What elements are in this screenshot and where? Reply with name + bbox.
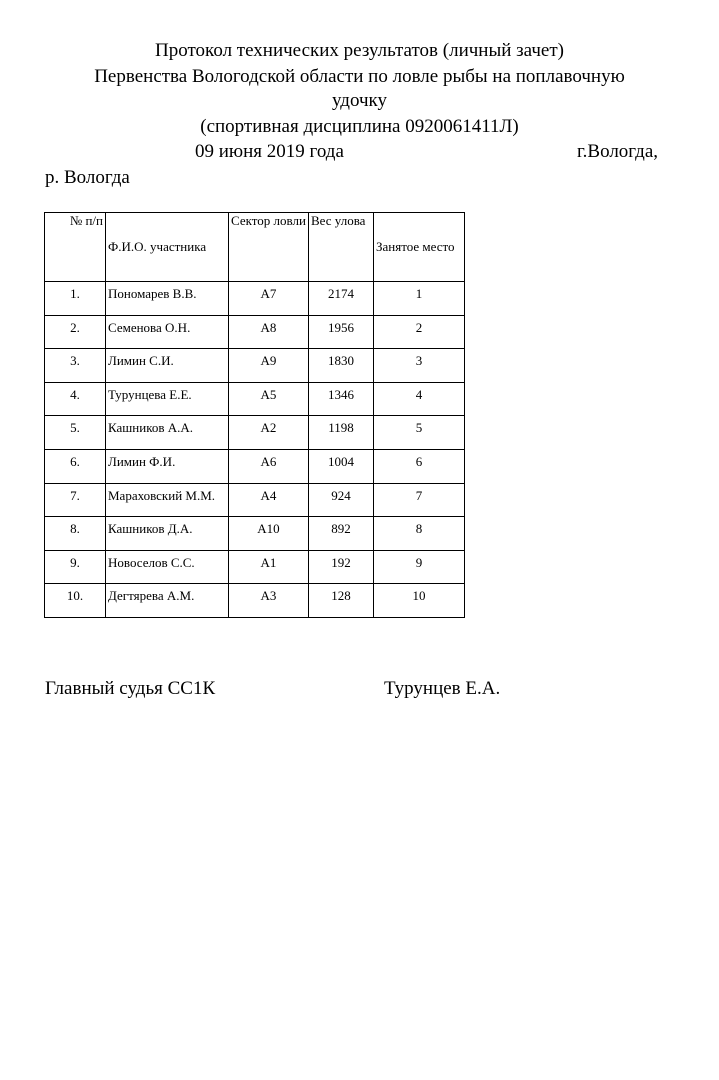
cell-weight: 1830 (309, 349, 374, 383)
cell-name: Кашников А.А. (106, 416, 229, 450)
cell-place: 9 (374, 550, 465, 584)
document-title-line-3: удочку (332, 90, 387, 111)
table-row (45, 449, 465, 483)
cell-sector: А8 (229, 315, 309, 349)
document-title-line-1: Протокол технических результатов (личный зачет) (155, 40, 564, 61)
cell-place: 4 (374, 382, 465, 416)
table-row (45, 382, 465, 416)
cell-place: 6 (374, 449, 465, 483)
cell-weight: 128 (309, 584, 374, 618)
cell-num: 1. (45, 282, 106, 316)
table-row (45, 483, 465, 517)
cell-place: 2 (374, 315, 465, 349)
cell-sector: А3 (229, 584, 309, 618)
cell-num: 5. (45, 416, 106, 450)
cell-weight: 2174 (309, 282, 374, 316)
cell-weight: 1198 (309, 416, 374, 450)
event-river: р. Вологда (45, 167, 130, 188)
cell-sector: А10 (229, 517, 309, 551)
cell-num: 6. (45, 449, 106, 483)
column-header-sector: Сектор ловли (229, 213, 309, 282)
column-header-num: № п/п (45, 213, 106, 282)
cell-place: 1 (374, 282, 465, 316)
table-row (45, 282, 465, 316)
results-table (44, 212, 465, 618)
cell-place: 10 (374, 584, 465, 618)
cell-place: 7 (374, 483, 465, 517)
column-header-name: Ф.И.О. участника (106, 213, 229, 282)
chief-judge-name: Турунцев Е.А. (384, 678, 501, 699)
table-row (45, 517, 465, 551)
cell-sector: А1 (229, 550, 309, 584)
table-row (45, 416, 465, 450)
event-city: г.Вологда, (577, 141, 659, 162)
table-row (45, 584, 465, 618)
cell-sector: А6 (229, 449, 309, 483)
cell-weight: 1004 (309, 449, 374, 483)
cell-name: Лимин С.И. (106, 349, 229, 383)
cell-num: 3. (45, 349, 106, 383)
cell-name: Дегтярева А.М. (106, 584, 229, 618)
cell-num: 8. (45, 517, 106, 551)
cell-num: 10. (45, 584, 106, 618)
column-header-place: Занятое место (374, 213, 465, 282)
discipline-code: (спортивная дисциплина 0920061411Л) (200, 116, 519, 137)
results-body (45, 282, 465, 618)
event-date: 09 июня 2019 года (195, 141, 344, 162)
cell-num: 2. (45, 315, 106, 349)
chief-judge-title: Главный судья СС1К (45, 678, 216, 699)
cell-weight: 924 (309, 483, 374, 517)
document-title-line-2: Первенства Вологодской области по ловле рыбы на поплавочную (94, 66, 625, 87)
cell-weight: 892 (309, 517, 374, 551)
table-row (45, 315, 465, 349)
table-row (45, 349, 465, 383)
table-header-row (45, 213, 465, 282)
cell-name: Семенова О.Н. (106, 315, 229, 349)
cell-sector: А9 (229, 349, 309, 383)
table-row (45, 550, 465, 584)
cell-weight: 1346 (309, 382, 374, 416)
cell-place: 3 (374, 349, 465, 383)
cell-name: Кашников Д.А. (106, 517, 229, 551)
cell-place: 5 (374, 416, 465, 450)
cell-weight: 1956 (309, 315, 374, 349)
cell-weight: 192 (309, 550, 374, 584)
cell-num: 7. (45, 483, 106, 517)
cell-sector: А4 (229, 483, 309, 517)
cell-name: Турунцева Е.Е. (106, 382, 229, 416)
cell-sector: А2 (229, 416, 309, 450)
cell-num: 4. (45, 382, 106, 416)
cell-name: Лимин Ф.И. (106, 449, 229, 483)
cell-name: Мараховский М.М. (106, 483, 229, 517)
column-header-weight: Вес улова (309, 213, 374, 282)
cell-sector: А5 (229, 382, 309, 416)
cell-sector: А7 (229, 282, 309, 316)
cell-name: Пономарев В.В. (106, 282, 229, 316)
cell-num: 9. (45, 550, 106, 584)
cell-name: Новоселов С.С. (106, 550, 229, 584)
cell-place: 8 (374, 517, 465, 551)
